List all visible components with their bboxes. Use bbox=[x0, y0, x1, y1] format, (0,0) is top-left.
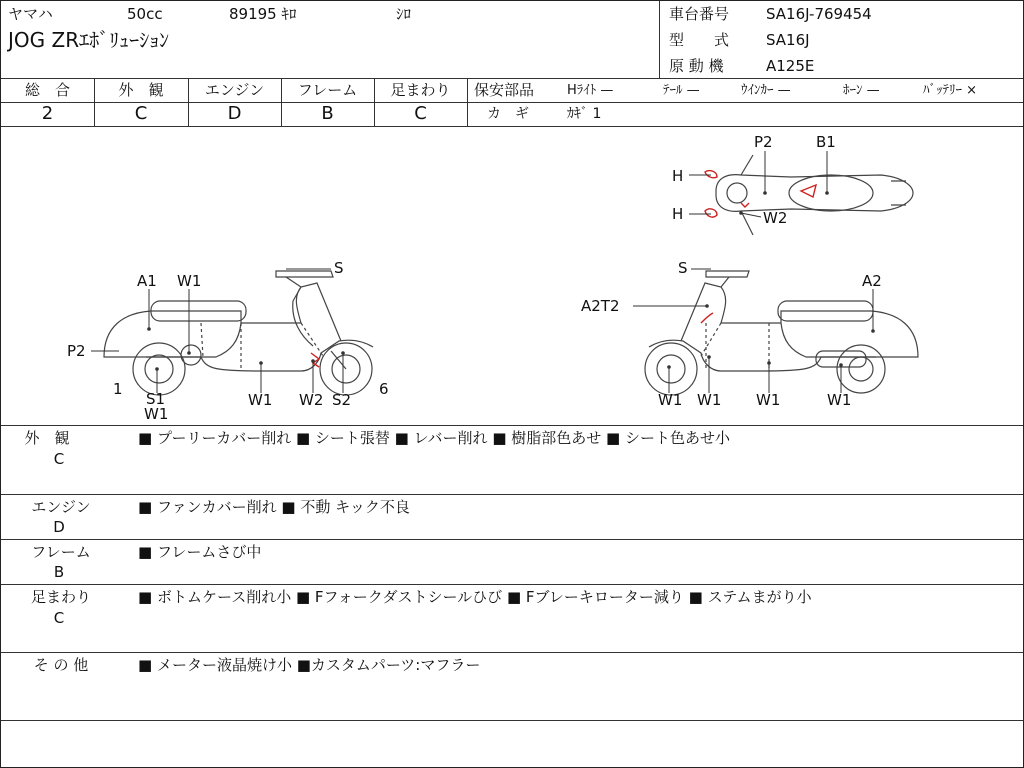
key-label: カ ギ bbox=[487, 106, 529, 122]
left-label-w1-under-s1: W1 bbox=[144, 405, 169, 423]
note-items-frame: ■ フレームさび中 bbox=[138, 543, 262, 561]
safety-parts-label: 保安部品 bbox=[474, 81, 535, 99]
damage-mark-top-w2 bbox=[741, 203, 749, 207]
engine-model-label: 原 動 機 bbox=[669, 57, 724, 75]
damage-mark-top-h-upper bbox=[705, 171, 717, 178]
safety-horn: ﾎｰﾝ — bbox=[843, 83, 880, 98]
safety-winker: ｳｲﾝｶｰ — bbox=[741, 83, 791, 98]
left-label-a1: A1 bbox=[137, 272, 157, 290]
right-label-s: S bbox=[678, 259, 688, 277]
right-label-w1-d: W1 bbox=[827, 391, 852, 409]
divider bbox=[1, 78, 1023, 79]
note-label-exterior: 外 観 bbox=[24, 429, 70, 447]
left-label-s2: S2 bbox=[332, 391, 352, 409]
engine-grade: D bbox=[227, 103, 242, 124]
mileage: 89195 ｷﾛ bbox=[229, 5, 297, 23]
note-grade-engine: D bbox=[53, 518, 65, 536]
note-grade-exterior: C bbox=[53, 450, 65, 468]
suspension-grade: C bbox=[414, 103, 427, 124]
note-label-engine: エンジン bbox=[31, 498, 91, 516]
damage-marks bbox=[311, 171, 816, 367]
left-label-w1-mid: W1 bbox=[248, 391, 273, 409]
left-label-p2: P2 bbox=[67, 342, 86, 360]
right-label-w1-c: W1 bbox=[756, 391, 781, 409]
top-label-h-lower: H bbox=[672, 205, 684, 223]
header-divider bbox=[659, 1, 660, 78]
left-label-w2: W2 bbox=[299, 391, 324, 409]
key-value: ｶｷﾞ 1 bbox=[567, 106, 602, 122]
exterior-grade-label: 外 観 bbox=[118, 81, 164, 99]
note-label-frame: フレーム bbox=[31, 543, 91, 561]
frame-no: SA16J-769454 bbox=[766, 5, 872, 23]
safety-battery: ﾊﾞｯﾃﾘｰ × bbox=[923, 83, 978, 98]
suspension-grade-label: 足まわり bbox=[390, 81, 451, 99]
displacement: 50cc bbox=[127, 5, 163, 23]
right-label-a2: A2 bbox=[862, 272, 882, 290]
left-label-s1: S1 bbox=[146, 390, 166, 408]
note-label-suspension: 足まわり bbox=[30, 588, 91, 606]
maker: ヤマハ bbox=[8, 5, 53, 23]
note-items-other: ■ メーター液晶焼け小 ■カスタムパーツ:マフラー bbox=[138, 656, 481, 674]
top-view-scooter-outline bbox=[716, 155, 913, 235]
frame-grade-label: フレーム bbox=[297, 81, 358, 99]
note-label-other: そ の 他 bbox=[33, 656, 89, 674]
overall-grade: 2 bbox=[41, 103, 54, 124]
safety-tail: ﾃｰﾙ — bbox=[663, 83, 700, 98]
scooter-diagram bbox=[1, 127, 1023, 425]
damage-mark-top-b1 bbox=[801, 185, 816, 197]
note-grade-frame: B bbox=[53, 563, 65, 581]
left-label-s: S bbox=[334, 259, 344, 277]
note-items-suspension: ■ ボトムケース削れ小 ■ Fフォークダストシールひび ■ Fブレーキローター減り ■ ステムまがり小 bbox=[138, 588, 812, 606]
top-label-b1: B1 bbox=[816, 133, 836, 151]
left-label-6: 6 bbox=[379, 380, 389, 398]
exterior-grade: C bbox=[134, 103, 148, 124]
top-label-w2: W2 bbox=[763, 209, 788, 227]
color: ｼﾛ bbox=[396, 5, 412, 23]
right-label-w1-b: W1 bbox=[697, 391, 722, 409]
note-items-engine: ■ ファンカバー削れ ■ 不動 キック不良 bbox=[138, 498, 410, 516]
right-label-w1-a: W1 bbox=[658, 391, 683, 409]
damage-mark-right-a2t2 bbox=[701, 313, 713, 323]
engine-model: A125E bbox=[766, 57, 815, 75]
engine-grade-label: エンジン bbox=[204, 81, 265, 99]
damage-mark-top-h-lower bbox=[705, 209, 717, 217]
model-name: JOG ZRｴﾎﾞﾘｭｰｼｮﾝ bbox=[8, 28, 170, 52]
safety-headlight: Hﾗｲﾄ — bbox=[567, 83, 614, 98]
note-grade-suspension: C bbox=[53, 609, 65, 627]
type-label: 型 式 bbox=[669, 31, 730, 49]
note-items-exterior: ■ プーリーカバー削れ ■ シート張替 ■ レバー削れ ■ 樹脂部色あせ ■ シート色あせ小 bbox=[138, 429, 730, 447]
left-label-1: 1 bbox=[113, 380, 123, 398]
frame-no-label: 車台番号 bbox=[669, 5, 730, 23]
overall-grade-label: 総 合 bbox=[24, 81, 70, 99]
right-label-a2t2: A2T2 bbox=[581, 297, 620, 315]
top-label-p2: P2 bbox=[754, 133, 773, 151]
top-label-h-upper: H bbox=[672, 167, 684, 185]
left-label-w1-top: W1 bbox=[177, 272, 202, 290]
type: SA16J bbox=[766, 31, 810, 49]
frame-grade: B bbox=[321, 103, 334, 124]
